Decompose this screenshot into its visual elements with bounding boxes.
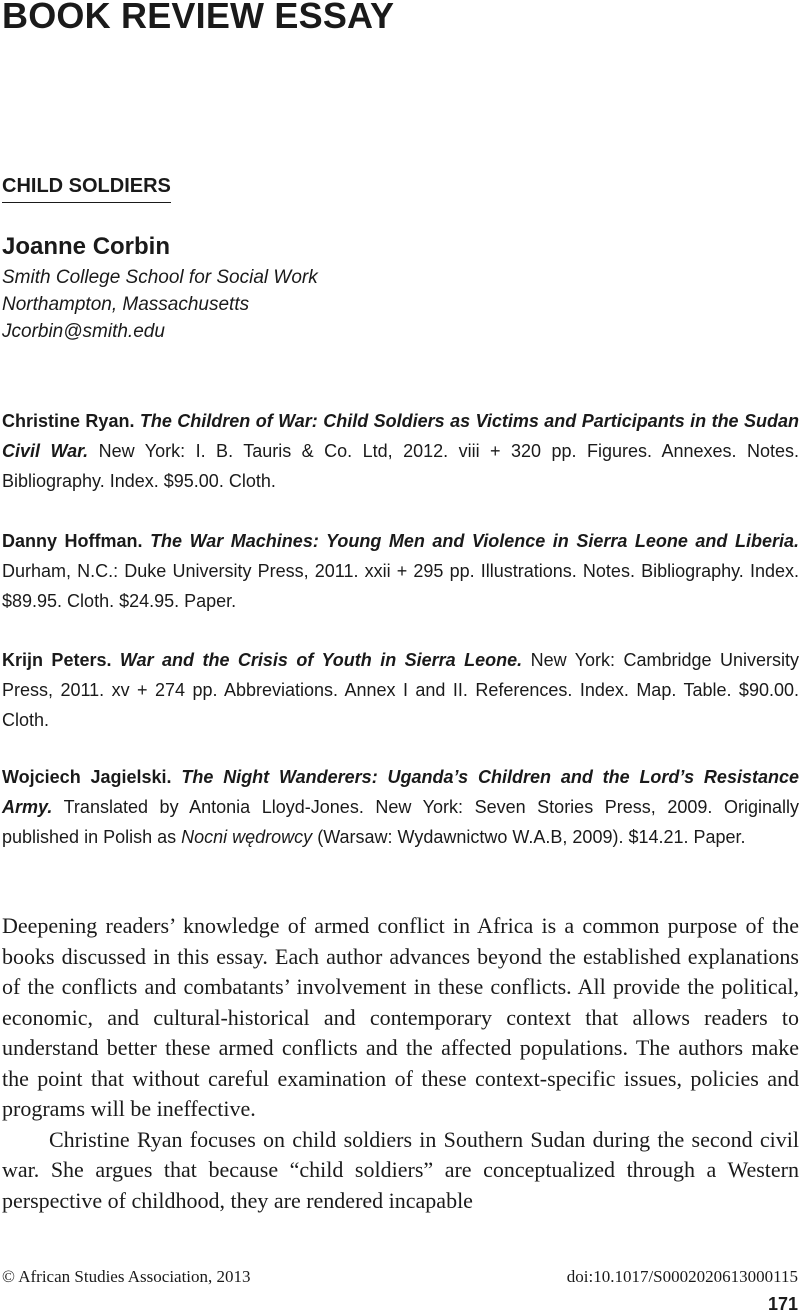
citation-author: Krijn Peters. bbox=[2, 650, 112, 670]
footer-doi: doi:10.1017/S0002020613000115 bbox=[566, 1267, 798, 1286]
citation-title: The Night Wanderers: Uganda’s Children and the Lord’s Resistance Army. bbox=[2, 767, 799, 817]
body-paragraph: Christine Ryan focuses on child soldiers in Southern Sudan during the second civil war. She argues that because “child soldiers” are conceptualized through a Western perspective of childhood, they are rendered incapable bbox=[2, 1126, 799, 1213]
book-citation-peters bbox=[2, 645, 799, 735]
book-citation-ryan bbox=[2, 406, 799, 496]
citation-original-title: Nocni wędrowcy bbox=[181, 827, 313, 847]
citation-details: Translated by Antonia Lloyd-Jones. New York: Seven Stories Press, 2009. Originally published in Polish as bbox=[2, 797, 799, 847]
page-number: 171 bbox=[767, 1294, 798, 1314]
author-institution: Smith College School for Social Work bbox=[2, 267, 318, 288]
body-paragraph: Deepening readers’ knowledge of armed conflict in Africa is a common purpose of the books discussed in this essay. Each author advances beyond the established explanations of the conflicts and combatants’ involvement in these conflicts. All provide the political, economic, and cultural-historical and contemporary context that allows readers to understand better these armed conflicts and the affected populations. The authors make the point that without careful examination of these context-specific issues, policies and programs will be ineffective. bbox=[2, 913, 799, 1121]
citation-details-after: (Warsaw: Wydawnictwo W.A.B, 2009). $14.21. Paper. bbox=[317, 827, 746, 847]
citation-author: Christine Ryan. bbox=[2, 411, 135, 431]
citation-details: Durham, N.C.: Duke University Press, 2011. xxii + 295 pp. Illustrations. Notes. Bibliography. Index. $89.95. Cloth. $24.95. Paper. bbox=[2, 561, 799, 611]
author-name: Joanne Corbin bbox=[2, 233, 171, 260]
citation-author: Danny Hoffman. bbox=[2, 531, 143, 551]
citation-title: War and the Crisis of Youth in Sierra Leone. bbox=[119, 650, 523, 670]
citation-details: New York: Cambridge University Press, 2011. xv + 274 pp. Abbreviations. Annex I and II. References. Index. Map. Table. $90.00. Cloth. bbox=[2, 650, 799, 730]
author-location: Northampton, Massachusetts bbox=[2, 294, 250, 315]
essay-body bbox=[2, 911, 799, 1216]
author-email: Jcorbin@smith.edu bbox=[2, 321, 165, 342]
footer-copyright: © African Studies Association, 2013 bbox=[2, 1267, 251, 1286]
essay-type-heading: BOOK REVIEW ESSAY bbox=[2, 0, 395, 36]
citation-title: The Children of War: Child Soldiers as Victims and Participants in the Sudan Civil War. bbox=[2, 411, 799, 461]
author-block bbox=[2, 230, 318, 345]
citation-title: The War Machines: Young Men and Violence in Sierra Leone and Liberia. bbox=[150, 531, 799, 551]
citation-author: Wojciech Jagielski. bbox=[2, 767, 172, 787]
book-citation-hoffman bbox=[2, 526, 799, 616]
section-title: CHILD SOLDIERS bbox=[2, 172, 171, 203]
book-citation-jagielski bbox=[2, 762, 799, 852]
citation-details: New York: I. B. Tauris & Co. Ltd, 2012. viii + 320 pp. Figures. Annexes. Notes. Bibliography. Index. $95.00. Cloth. bbox=[2, 441, 799, 491]
